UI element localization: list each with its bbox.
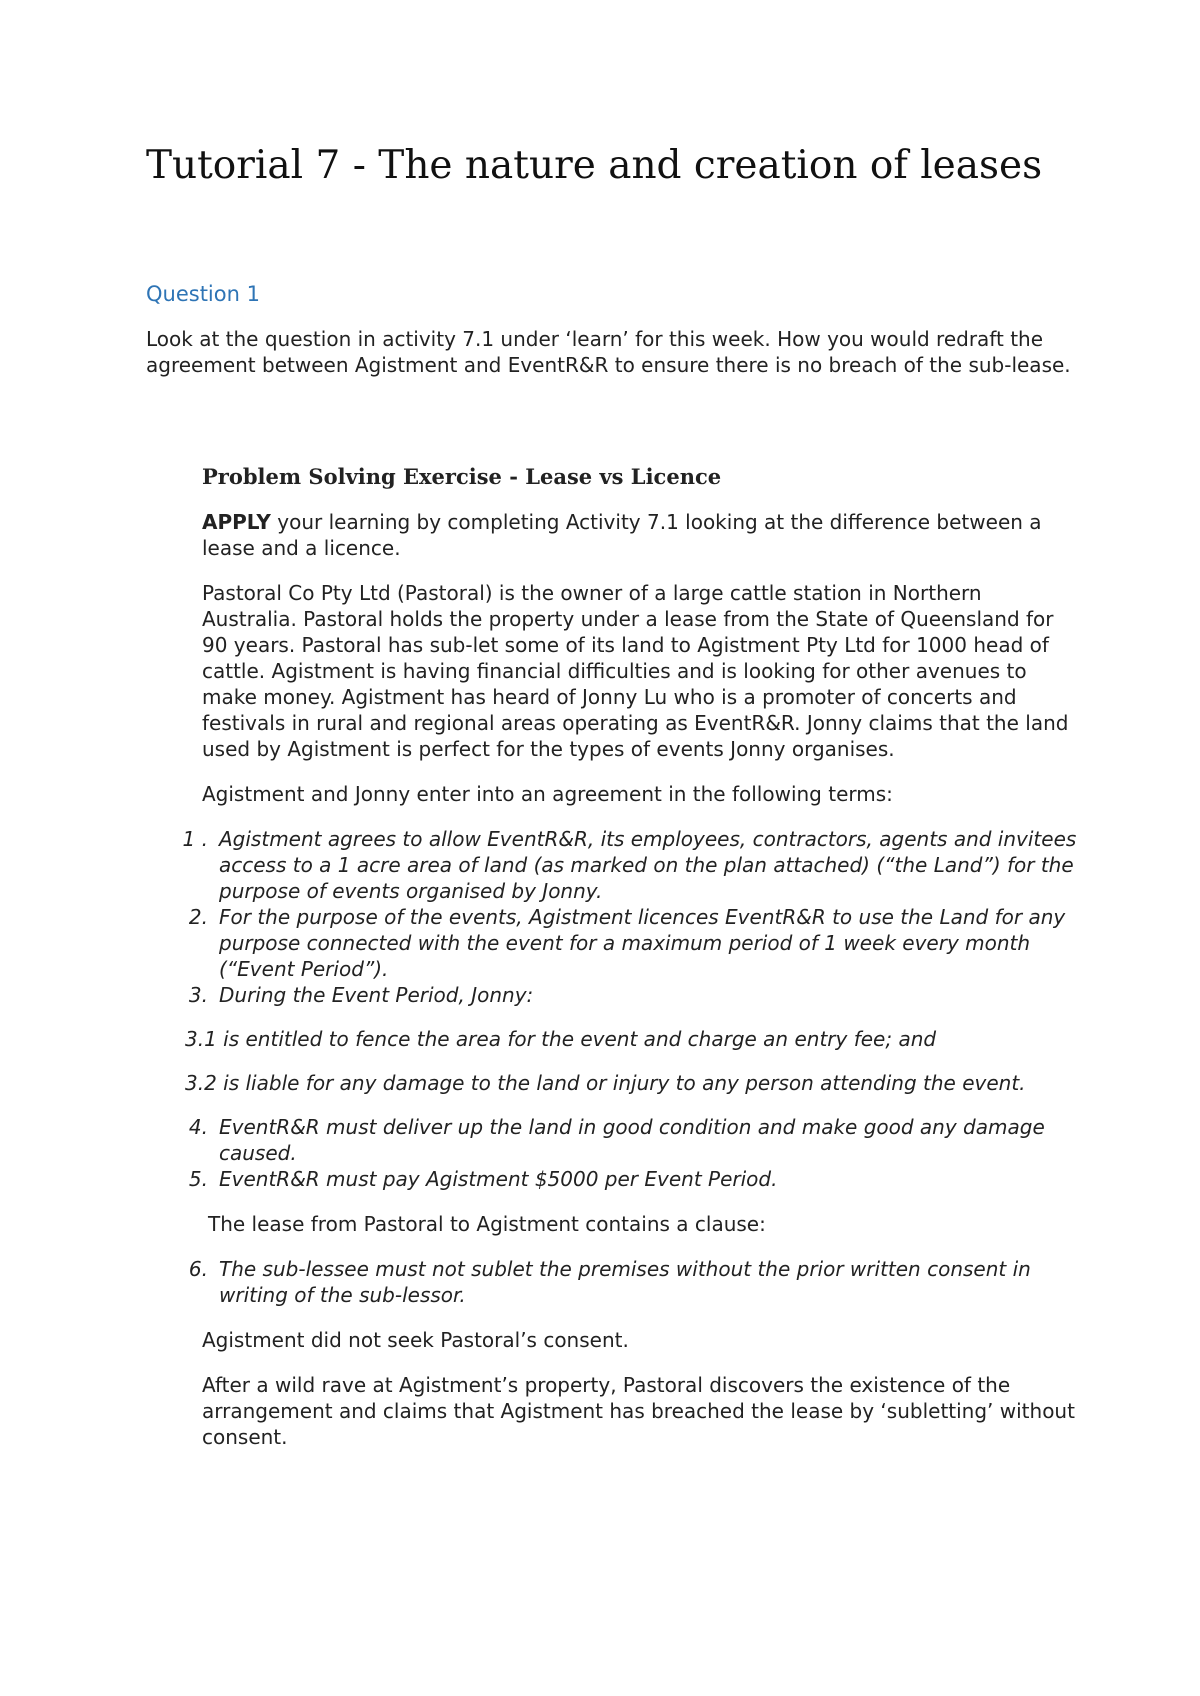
- lease-clause-list: [188, 1256, 1082, 1308]
- exercise-title: Problem Solving Exercise - Lease vs Licence: [202, 464, 722, 489]
- list-item: [188, 1256, 1082, 1308]
- list-item: [188, 904, 1082, 982]
- subterm-3-2: 3.2 is liable for any damage to the land or injury to any person attending the event.: [185, 1071, 1026, 1095]
- term-number: 1 .: [182, 827, 208, 851]
- page-title: Tutorial 7 - The nature and creation of leases: [146, 143, 1043, 188]
- term-text: Agistment agrees to allow EventR&R, its employees, contractors, agents and invitees access to a 1 acre area of land (as marked on the plan attached) (“the Land”) for the purpose of events organised by Jonny.: [219, 827, 1077, 903]
- apply-lead: APPLY: [202, 510, 271, 534]
- term-number: 5.: [188, 1167, 208, 1191]
- agreement-terms-list: [182, 826, 1082, 1008]
- list-item: [188, 1166, 1082, 1192]
- clause-number: 6.: [188, 1257, 208, 1281]
- term-number: 2.: [188, 905, 208, 929]
- term-number: 3.: [188, 983, 208, 1007]
- list-item: [182, 826, 1082, 904]
- question-heading: Question 1: [146, 282, 260, 306]
- question-text: Look at the question in activity 7.1 under ‘learn’ for this week. How you would redraft the agreement between Agistment and EventR&R to ensure there is no breach of the sub-lease.: [146, 327, 1071, 377]
- apply-paragraph: [202, 509, 1082, 561]
- term-text: For the purpose of the events, Agistment licences EventR&R to use the Land for any purpose connected with the event for a maximum period of 1 week every month (“Event Period”).: [219, 905, 1066, 981]
- facts-paragraph: Pastoral Co Pty Ltd (Pastoral) is the owner of a large cattle station in Northern Australia. Pastoral holds the property under a lease from the State of Queensland for 90 years. Pastoral has sub-let some of its land to Agistment Pty Ltd for 1000 head of cattle. Agistment is having financial difficulties and is looking for other avenues to make money. Agistment has heard of Jonny Lu who is a promoter of concerts and festivals in rural and regional areas operating as EventR&R. Jonny claims that the land used by Agistment is perfect for the types of events Jonny organises.: [202, 581, 1069, 761]
- outcome-paragraph: After a wild rave at Agistment’s property, Pastoral discovers the existence of the arrangement and claims that Agistment has breached the lease by ‘subletting’ without consent.: [202, 1373, 1075, 1449]
- apply-rest: your learning by completing Activity 7.1 looking at the difference between a lease and a licence.: [202, 510, 1042, 560]
- no-consent-text: Agistment did not seek Pastoral’s consent.: [202, 1328, 629, 1352]
- list-item: [188, 1114, 1082, 1166]
- agreement-intro: Agistment and Jonny enter into an agreement in the following terms:: [202, 782, 893, 806]
- agreement-terms-list-continued: [188, 1114, 1082, 1192]
- subterm-3-1: 3.1 is entitled to fence the area for the event and charge an entry fee; and: [185, 1027, 937, 1051]
- term-text: EventR&R must pay Agistment $5000 per Event Period.: [219, 1167, 778, 1191]
- term-text: During the Event Period, Jonny:: [219, 983, 534, 1007]
- term-number: 4.: [188, 1115, 208, 1139]
- clause-text: The sub-lessee must not sublet the premises without the prior written consent in writing of the sub-lessor.: [219, 1257, 1031, 1307]
- exercise-section: [182, 464, 1082, 1469]
- lease-clause-intro: The lease from Pastoral to Agistment contains a clause:: [208, 1212, 766, 1236]
- list-item: [188, 982, 1082, 1008]
- term-text: EventR&R must deliver up the land in good condition and make good any damage caused.: [219, 1115, 1045, 1165]
